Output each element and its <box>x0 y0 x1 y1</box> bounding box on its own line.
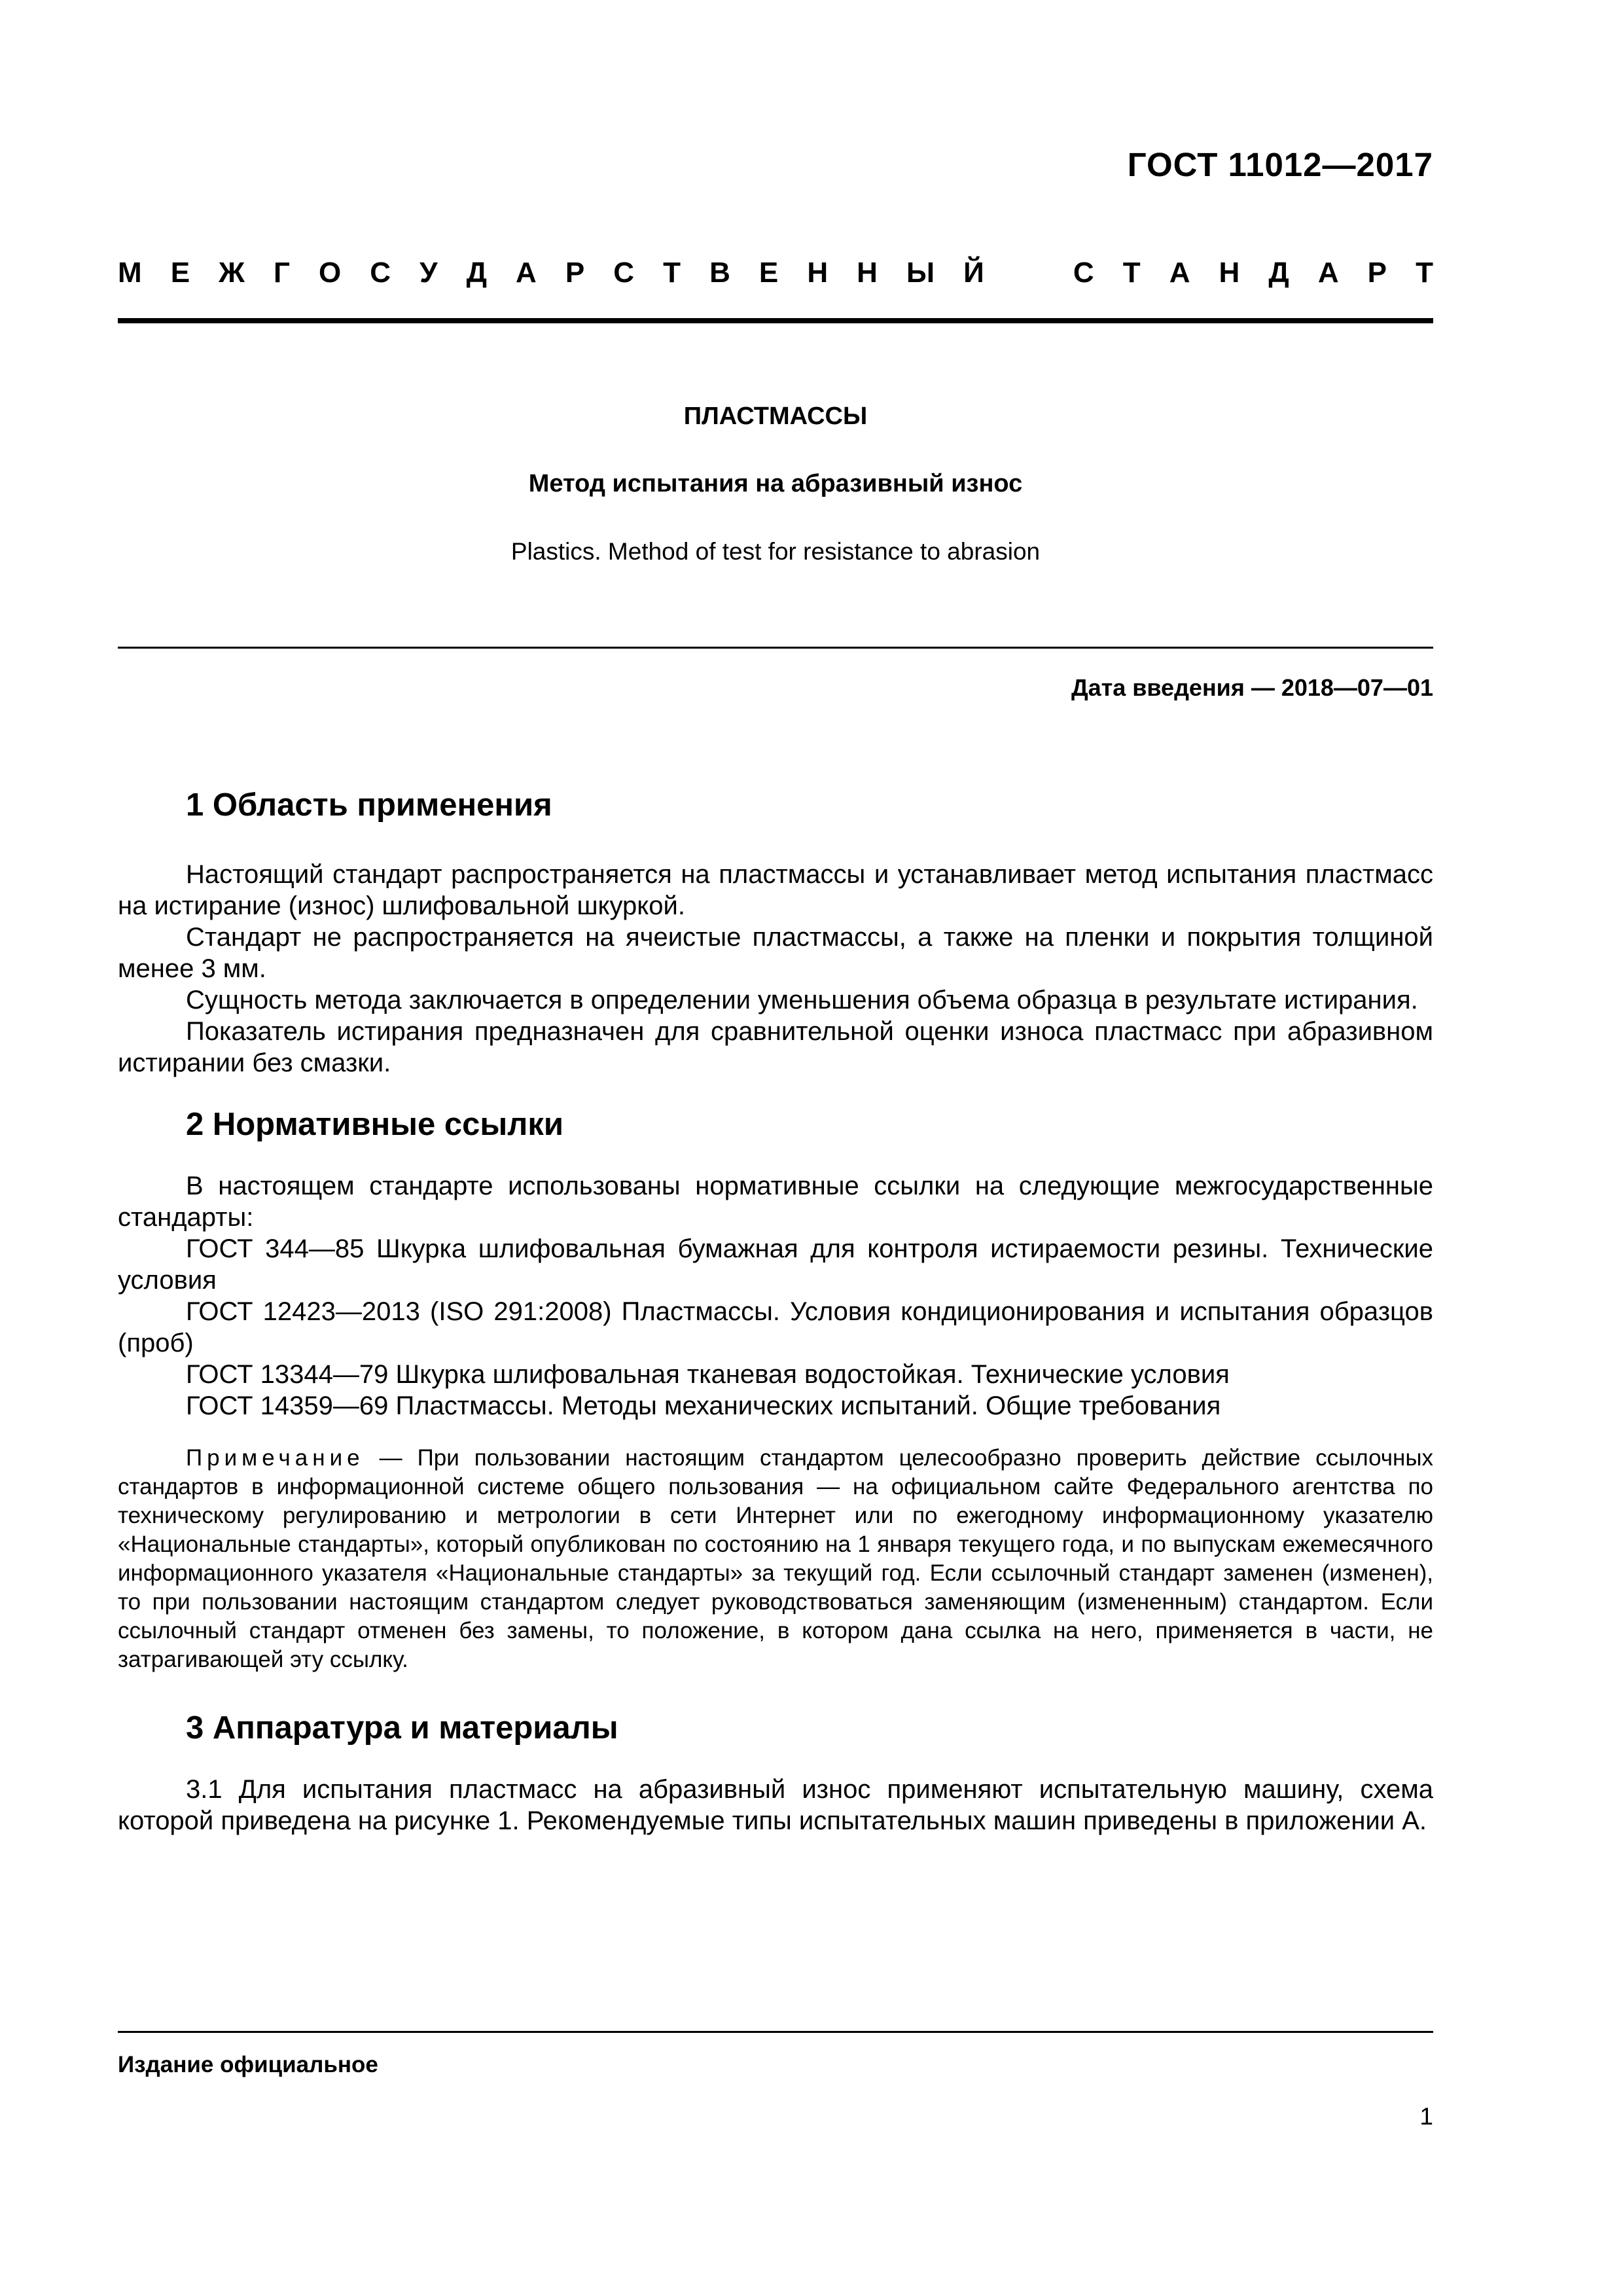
banner-letter: О <box>319 257 342 289</box>
banner-letter: Н <box>1219 257 1240 289</box>
section-2-intro: В настоящем стандарте использованы нормативные ссылки на следующие межгосударственные стандарты: <box>118 1172 1433 1232</box>
banner-letter: Т <box>1416 257 1433 289</box>
normative-reference: ГОСТ 13344—79 Шкурка шлифовальная тканевая водостойкая. Технические условия <box>186 1360 1230 1389</box>
document-title: ПЛАСТМАССЫ <box>683 403 868 430</box>
footer-divider <box>118 2031 1433 2033</box>
note-text: — При пользовании настоящим стандартом целесообразно проверить действие ссылочных стандартов в информационной системе общего пользования — на официальном сайте Федерального агентства по техническому регулированию и метрологии в сети Интернет или по ежегодному информационному указателю «Национальные стандарты», который опубликован по состоянию на 1 января текущего года, и по выпускам ежемесячного информационного указателя «Национальные стандарты» за текущий год. Если ссылочный стандарт заменен (изменен), то при пользовании настоящим стандартом следует руководствоваться заменяющим (измененным) стандартом. Если ссылочный стандарт отменен без замены, то положение, в котором дана ссылка на него, применяется в части, не затрагивающей эту ссылку. <box>118 1445 1433 1672</box>
banner-letter: Ы <box>906 257 935 289</box>
banner-letter: Т <box>663 257 681 289</box>
banner-letter: Е <box>758 257 779 289</box>
banner-letter: Е <box>170 257 190 289</box>
banner-letter: Д <box>1268 257 1289 289</box>
section-3-heading: 3 Аппаратура и материалы <box>186 1710 618 1746</box>
section-2-note <box>118 1444 1433 1674</box>
normative-reference: ГОСТ 14359—69 Пластмассы. Методы механических испытаний. Общие требования <box>186 1391 1221 1420</box>
banner-letter: С <box>613 257 635 289</box>
banner-letter: С <box>1073 257 1094 289</box>
edition-label: Издание официальное <box>118 2052 378 2077</box>
page-number: 1 <box>1419 2103 1433 2130</box>
interstate-standard-banner <box>118 257 1433 289</box>
banner-letter: М <box>118 257 142 289</box>
document-subtitle: Метод испытания на абразивный износ <box>528 470 1023 497</box>
section-1-paragraph: Сущность метода заключается в определении уменьшения объема образца в результате истирания. <box>186 986 1418 1014</box>
section-3-paragraph: 3.1 Для испытания пластмасс на абразивный износ применяют испытательную машину, схема которой приведена на рисунке 1. Рекомендуемые типы испытательных машин приведены в приложении А. <box>118 1775 1433 1835</box>
banner-letter: Ж <box>219 257 245 289</box>
introduction-date: Дата введения — 2018—07—01 <box>1071 674 1433 701</box>
banner-letter: А <box>1169 257 1190 289</box>
banner-letter: Н <box>857 257 878 289</box>
section-1-paragraph: Стандарт не распространяется на ячеистые пластмассы, а также на пленки и покрытия толщиной менее 3 мм. <box>118 923 1433 983</box>
normative-reference: ГОСТ 344—85 Шкурка шлифовальная бумажная для контроля истираемости резины. Технические условия <box>118 1234 1433 1295</box>
banner-letter: Г <box>273 257 290 289</box>
banner-letter: С <box>370 257 391 289</box>
banner-letter: А <box>1317 257 1339 289</box>
banner-letter: У <box>419 257 438 289</box>
document-body <box>118 785 1433 1837</box>
section-2-heading: 2 Нормативные ссылки <box>186 1107 563 1142</box>
banner-letter: Й <box>963 257 984 289</box>
document-title-english: Plastics. Method of test for resistance to abrasion <box>510 538 1041 565</box>
banner-letter: Р <box>565 257 585 289</box>
banner-letter: Н <box>807 257 829 289</box>
gost-number: ГОСТ 11012—2017 <box>1127 146 1433 183</box>
banner-letter: В <box>709 257 730 289</box>
normative-reference: ГОСТ 12423—2013 (ISO 291:2008) Пластмассы. Условия кондиционирования и испытания образцов (проб) <box>118 1297 1433 1357</box>
banner-letter: А <box>516 257 537 289</box>
header-divider <box>118 318 1433 323</box>
section-1-heading: 1 Область применения <box>186 787 552 823</box>
banner-word-gap <box>1013 257 1044 289</box>
note-label: Примечание <box>186 1445 365 1471</box>
title-divider <box>118 647 1433 649</box>
banner-letter: Р <box>1367 257 1387 289</box>
section-1-paragraph: Показатель истирания предназначен для сравнительной оценки износа пластмасс при абразивном истирании без смазки. <box>118 1017 1433 1077</box>
section-1-paragraph: Настоящий стандарт распространяется на пластмассы и устанавливает метод испытания пластмасс на истирание (износ) шлифовальной шкуркой. <box>118 860 1433 920</box>
banner-letter: Д <box>466 257 487 289</box>
banner-letter: Т <box>1122 257 1141 289</box>
